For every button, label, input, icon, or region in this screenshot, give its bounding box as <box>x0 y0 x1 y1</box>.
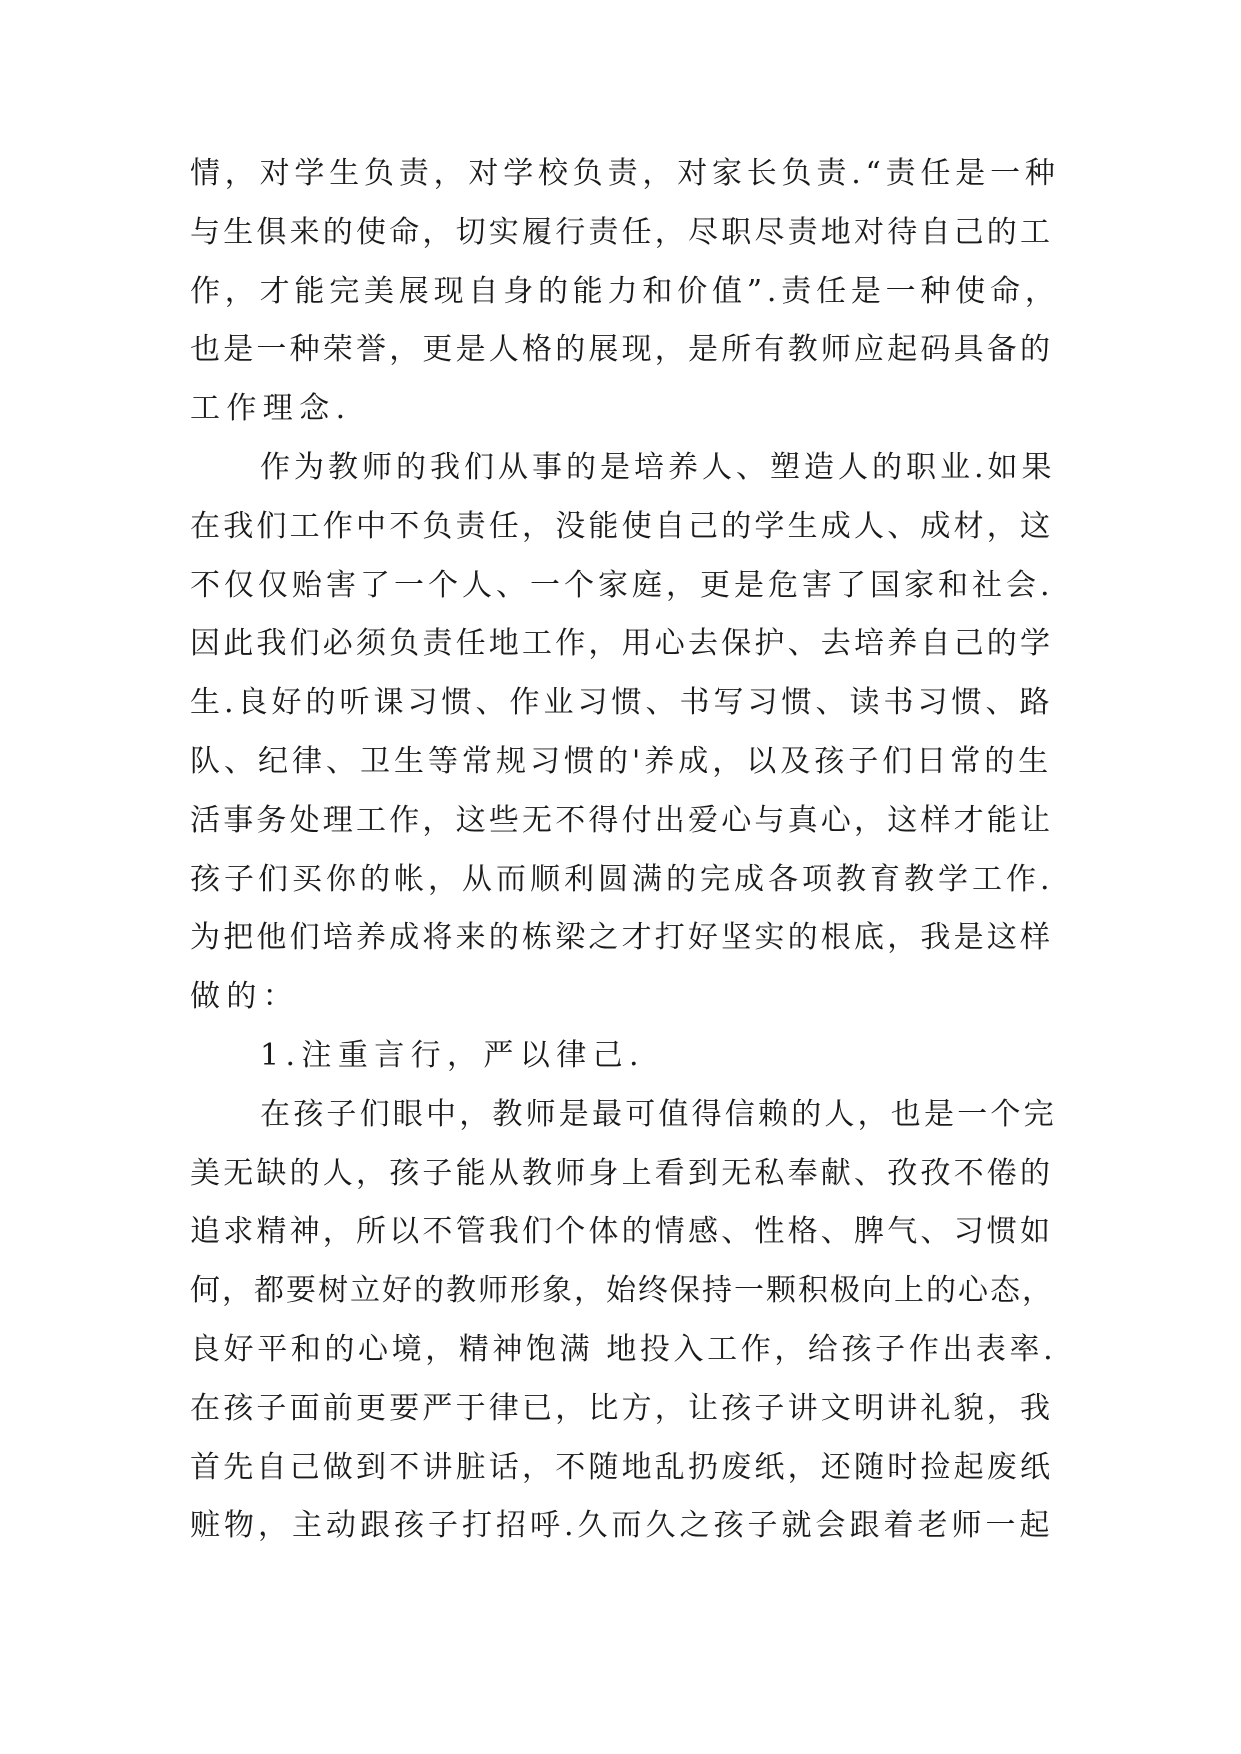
text-line: 活事务处理工作，这些无不得付出爱心与真心，这样才能让 <box>190 802 1054 838</box>
text-line: 做的： <box>190 979 300 1015</box>
text-line: 何，都要树立好的教师形象，始终保持一颗积极向上的心态， <box>190 1273 1054 1309</box>
text-line: 作，才能完美展现自身的能力和价值”.责任是一种使命， <box>190 273 1060 309</box>
text-line: 工作理念. <box>190 391 352 427</box>
text-line: 赃物，主动跟孩子打招呼.久而久之孩子就会跟着老师一起 <box>190 1508 1054 1544</box>
text-line: 良好平和的心境，精神饱满 地投入工作，给孩子作出表率. <box>190 1331 1057 1367</box>
text-line: 首先自己做到不讲脏话，不随地乱扔废纸，还随时捡起废纸 <box>190 1449 1054 1485</box>
text-line: 在我们工作中不负责任，没能使自己的学生成人、成材，这 <box>190 508 1054 544</box>
text-line: 为把他们培养成将来的栋梁之才打好坚实的根底，我是这样 <box>190 920 1054 956</box>
text-line: 与生俱来的使命，切实履行责任，尽职尽责地对待自己的工 <box>190 214 1054 250</box>
text-line: 也是一种荣誉，更是人格的展现，是所有教师应起码具备的 <box>190 332 1054 368</box>
text-line: 生.良好的听课习惯、作业习惯、书写习惯、读书习惯、路 <box>190 685 1054 721</box>
paragraph-first-line: 在孩子们眼中，教师是最可值得信赖的人，也是一个完 <box>260 1096 1057 1132</box>
text-line: 情，对学生负责，对学校负责，对家长负责.“责任是一种 <box>190 156 1060 191</box>
text-line: 队、纪律、卫生等常规习惯的'养成，以及孩子们日常的生 <box>190 743 1053 779</box>
text-line: 因此我们必须负责任地工作，用心去保护、去培养自己的学 <box>190 626 1054 662</box>
text-line: 在孩子面前更要严于律已，比方，让孩子讲文明讲礼貌，我 <box>190 1390 1054 1426</box>
numbered-heading: 1.注重言行，严以律己. <box>260 1037 645 1073</box>
paragraph-first-line: 作为教师的我们从事的是培养人、塑造人的职业.如果 <box>260 449 1056 485</box>
text-line: 追求精神，所以不管我们个体的情感、性格、脾气、习惯如 <box>190 1214 1054 1250</box>
text-line: 美无缺的人，孩子能从教师身上看到无私奉献、孜孜不倦的 <box>190 1155 1054 1191</box>
text-line: 孩子们买你的帐，从而顺利圆满的完成各项教育教学工作. <box>190 861 1054 897</box>
text-line: 不仅仅贻害了一个人、一个家庭，更是危害了国家和社会. <box>190 567 1054 603</box>
body-text <box>190 155 1060 1566</box>
